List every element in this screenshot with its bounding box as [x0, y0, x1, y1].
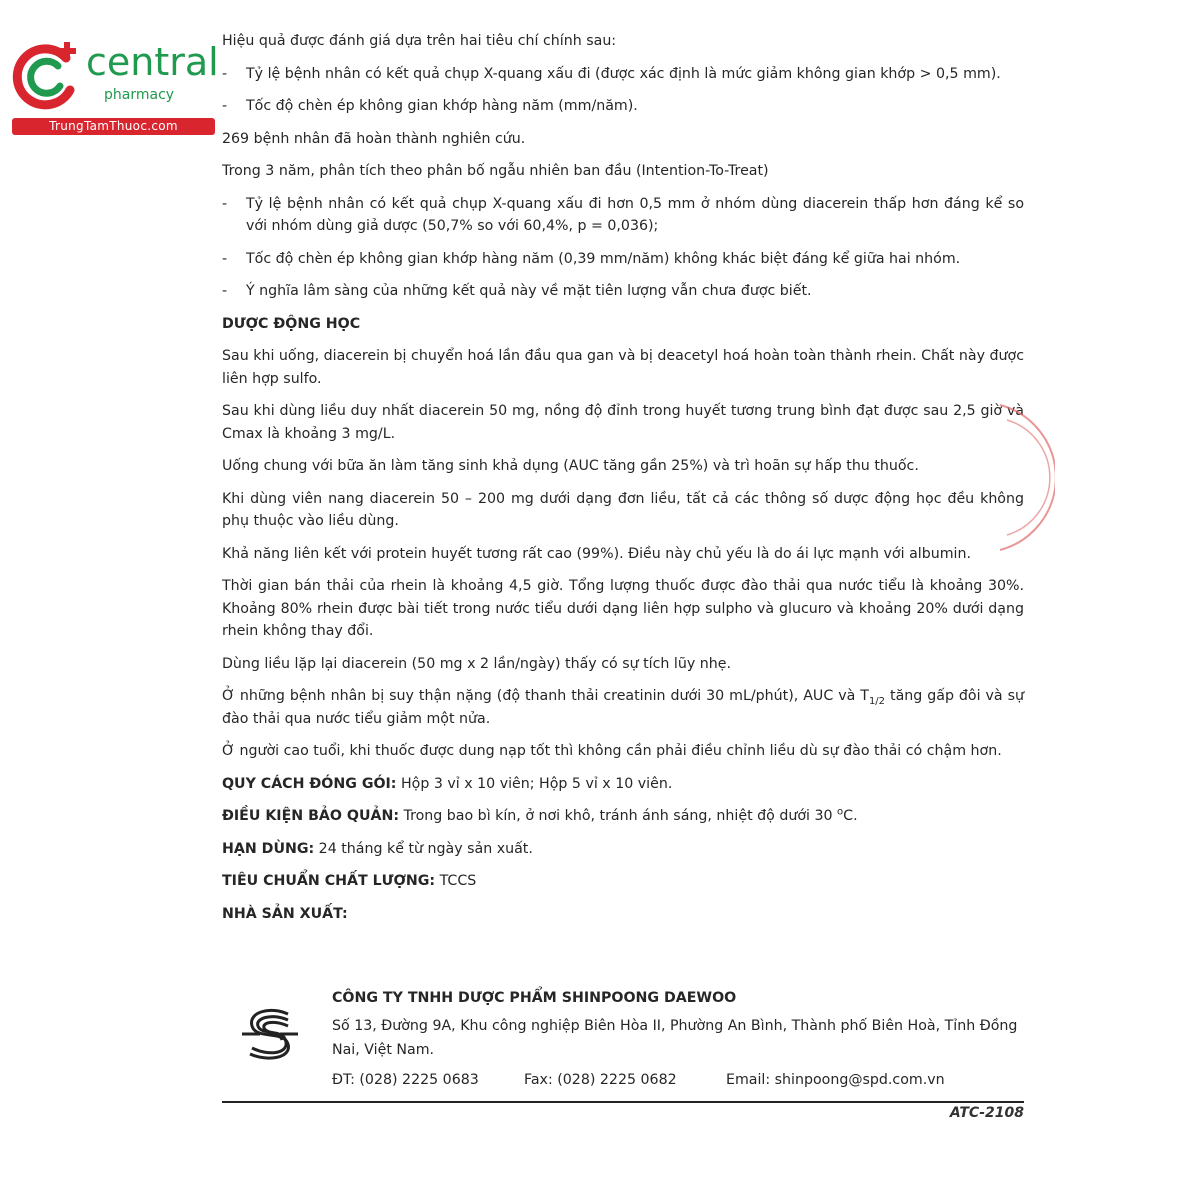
bullet-dash: - [222, 98, 228, 114]
document-body [222, 30, 1024, 935]
paragraph: Dùng liều lặp lại diacerein (50 mg x 2 lần/ngày) thấy có sự tích lũy nhẹ. [222, 655, 731, 672]
subscript: 1/2 [868, 695, 886, 707]
bullet-item [222, 95, 1024, 118]
paragraph: Khả năng liên kết với protein huyết tương rất cao (99%). Điều này chủ yếu là do ái lực mạnh với albumin. [222, 545, 971, 562]
field-label: NHÀ SẢN XUẤT: [222, 905, 348, 922]
bullet-dash: - [222, 65, 228, 82]
shinpoong-logo-icon [240, 1004, 300, 1064]
paragraph [222, 685, 1024, 730]
superscript: o [837, 806, 844, 818]
bullet-dash: - [222, 283, 228, 299]
contact-row [332, 1068, 1024, 1092]
bullet-text: Tỷ lệ bệnh nhân có kết quả chụp X-quang xấu đi (được xác định là mức giảm không gian khớp > 0,5 mm). [246, 65, 1001, 82]
field-label: TIÊU CHUẨN CHẤT LƯỢNG: [222, 873, 436, 889]
field-label: ĐIỀU KIỆN BẢO QUẢN: [222, 808, 399, 824]
manufacturer-name: CÔNG TY TNHH DƯỢC PHẨM SHINPOONG DAEWOO [332, 990, 737, 1006]
bullet-dash: - [222, 195, 228, 212]
bullet-text: Ý nghĩa lâm sàng của những kết quả này về mặt tiên lượng vẫn chưa được biết. [246, 283, 812, 299]
field-value: TCCS [435, 873, 477, 889]
field-value: 24 tháng kể từ ngày sản xuất. [314, 840, 533, 857]
bullet-item [222, 63, 1024, 86]
logo-subtitle: pharmacy [104, 87, 175, 103]
field-label: QUY CÁCH ĐÓNG GÓI: [222, 775, 397, 792]
manufacturer-label-line [222, 903, 1024, 926]
paragraph: Trong 3 năm, phân tích theo phân bố ngẫu nhiên ban đầu (Intention-To-Treat) [222, 163, 769, 179]
field-label: HẠN DÙNG: [222, 840, 315, 857]
stamp-seal [995, 400, 1055, 560]
bullet-text: Tỷ lệ bệnh nhân có kết quả chụp X-quang xấu đi hơn 0,5 mm ở nhóm dùng diacerein thấp hơn đáng kể so với nhóm dùng giả dược (50,7% so với 60,4%, p = 0,036); [246, 195, 1024, 234]
paragraph: Hiệu quả được đánh giá dựa trên hai tiêu chí chính sau: [222, 33, 617, 49]
field-value: C. [843, 808, 858, 824]
manufacturer-address: Số 13, Đường 9A, Khu công nghiệp Biên Hòa II, Phường An Bình, Thành phố Biên Hoà, Tỉnh Đồng Nai, Việt Nam. [332, 1018, 1018, 1058]
bullet-item [222, 248, 1024, 271]
quality-standard-line [222, 870, 1024, 893]
paragraph: 269 bệnh nhân đã hoàn thành nghiên cứu. [222, 130, 526, 147]
expiry-line [222, 838, 1024, 861]
email-text: Email: shinpoong@spd.com.vn [726, 1072, 945, 1088]
paragraph: Khi dùng viên nang diacerein 50 – 200 mg dưới dạng đơn liều, tất cả các thông số dược động học đều không phụ thuộc vào liều dùng. [222, 490, 1024, 529]
bullet-item [222, 280, 1024, 303]
text-run: tăng gấp đôi và sự đào thải qua nước tiểu giảm một nửa. [222, 688, 1024, 727]
field-value: Hộp 3 vỉ x 10 viên; Hộp 5 vỉ x 10 viên. [396, 775, 673, 792]
document-code: ATC-2108 [949, 1105, 1024, 1121]
bullet-item [222, 193, 1024, 238]
logo-site-banner: TrungTamThuoc.com [12, 118, 215, 135]
paragraph: Sau khi dùng liều duy nhất diacerein 50 mg, nồng độ đỉnh trong huyết tương trung bình đạt được sau 2,5 giờ và Cmax là khoảng 3 mg/L. [222, 403, 1024, 442]
footer-divider [222, 1101, 1024, 1103]
section-heading-pharmacokinetics: DƯỢC ĐỘNG HỌC [222, 315, 361, 332]
field-value: Trong bao bì kín, ở nơi khô, tránh ánh sáng, nhiệt độ dưới 30 [399, 808, 838, 824]
paragraph: Sau khi uống, diacerein bị chuyển hoá lần đầu qua gan và bị deacetyl hoá hoàn toàn thành rhein. Chất này được liên hợp sulfo. [222, 348, 1024, 387]
paragraph: Uống chung với bữa ăn làm tăng sinh khả dụng (AUC tăng gần 25%) và trì hoãn sự hấp thu thuốc. [222, 458, 919, 474]
bullet-text: Tốc độ chèn ép không gian khớp hàng năm (mm/năm). [246, 98, 638, 114]
fax-text: Fax: (028) 2225 0682 [524, 1072, 677, 1088]
central-pharmacy-logo [8, 36, 218, 136]
storage-line [222, 805, 1024, 828]
logo-name: central [86, 40, 219, 84]
paragraph: Thời gian bán thải của rhein là khoảng 4,5 giờ. Tổng lượng thuốc được đào thải qua nước tiểu là khoảng 30%. Khoảng 80% rhein được bài tiết trong nước tiểu dưới dạng liên hợp sulpho và glucuro và khoảng 20% dưới dạng rhein không thay đổi. [222, 578, 1024, 639]
packaging-line [222, 773, 1024, 796]
pharmacy-cross-icon [8, 36, 88, 116]
bullet-dash: - [222, 250, 228, 267]
bullet-text: Tốc độ chèn ép không gian khớp hàng năm (0,39 mm/năm) không khác biệt đáng kể giữa hai nhóm. [246, 250, 961, 267]
phone-text: ĐT: (028) 2225 0683 [332, 1072, 479, 1088]
paragraph: Ở người cao tuổi, khi thuốc được dung nạp tốt thì không cần phải điều chỉnh liều dù sự đào thải có chậm hơn. [222, 743, 1002, 759]
manufacturer-details [332, 986, 1024, 1092]
text-run: Ở những bệnh nhân bị suy thận nặng (độ thanh thải creatinin dưới 30 mL/phút), AUC và T [222, 688, 869, 704]
